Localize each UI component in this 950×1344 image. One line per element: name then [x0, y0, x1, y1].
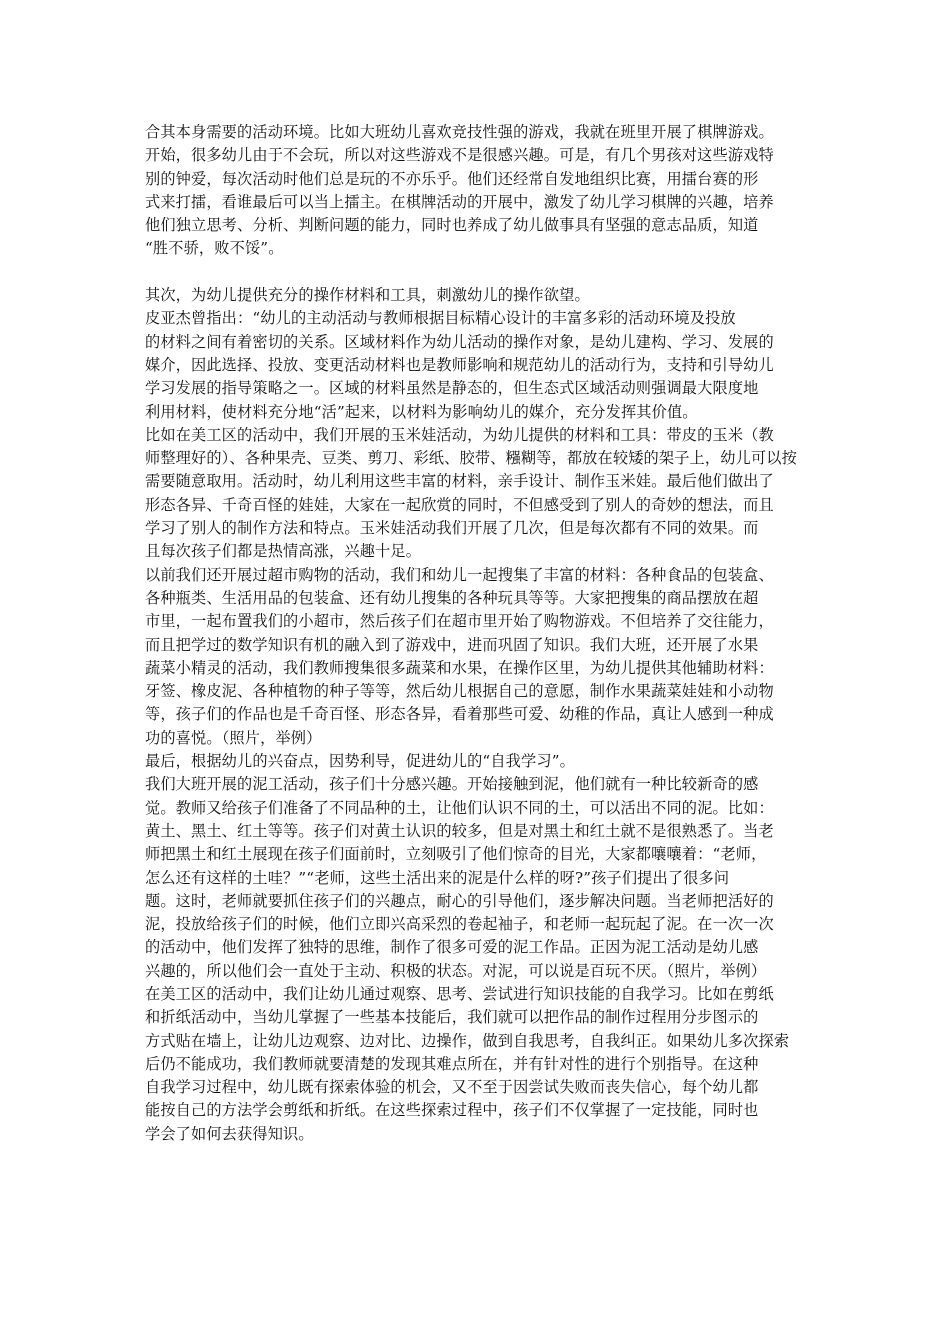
- text-line: 觉。教师又给孩子们准备了不同品种的土，让他们认识不同的土，可以活出不同的泥。比如：: [145, 798, 774, 817]
- text-line: 形态各异、千奇百怪的娃娃，大家在一起欣赏的同时，不但感受到了别人的奇妙的想法，而且: [145, 495, 774, 514]
- text-line: 自我学习过程中，幼儿既有探索体验的机会，又不至于因尝试失败而丧失信心，每个幼儿都: [145, 1078, 759, 1097]
- text-line: 合其本身需要的活动环境。比如大班幼儿喜欢竞技性强的游戏，我就在班里开展了棋牌游戏。: [145, 123, 774, 141]
- text-line: 和折纸活动中，当幼儿掌握了一些基本技能后，我们就可以把作品的制作过程用分步图示的: [145, 1008, 759, 1027]
- text-line: 师整理好的）、各种果壳、豆类、剪刀、彩纸、胶带、糨糊等，都放在较矮的架子上，幼儿可以按: [145, 449, 797, 468]
- text-line: 各种瓶类、生活用品的包装盒、还有幼儿搜集的各种玩具等等。大家把搜集的商品摆放在超: [145, 588, 759, 607]
- text-line: 且每次孩子们都是热情高涨，兴趣十足。: [145, 542, 422, 561]
- text-line: 式来打擂，看谁最后可以当上擂主。在棋牌活动的开展中，激发了幼儿学习棋牌的兴趣，培养: [145, 192, 774, 211]
- text-line: 而且把学过的数学知识有机的融入到了游戏中，进而巩固了知识。我们大班，还开展了水果: [145, 635, 759, 654]
- text-line: 兴趣的，所以他们会一直处于主动、积极的状态。对泥，可以说是百玩不厌。（照片，举例）: [145, 961, 767, 980]
- text-line: 开始，很多幼儿由于不会玩，所以对这些游戏不是很感兴趣。可是，有几个男孩对这些游戏特: [145, 146, 774, 165]
- text-line: 泥，投放给孩子们的时候，他们立即兴高采烈的卷起袖子，和老师一起玩起了泥。在一次一次: [145, 915, 774, 934]
- text-line: 蔬菜小精灵的活动，我们教师搜集很多蔬菜和水果，在操作区里，为幼儿提供其他辅助材料：: [145, 658, 774, 677]
- text-line: 的活动中，他们发挥了独特的思维，制作了很多可爱的泥工作品。正因为泥工活动是幼儿感: [145, 938, 759, 957]
- text-line: 别的钟爱，每次活动时他们总是玩的不亦乐乎。他们还经常自发地组织比赛，用擂台赛的形: [145, 169, 759, 188]
- text-line: 媒介，因此选择、投放、变更活动材料也是教师影响和规范幼儿的活动行为，支持和引导幼儿: [145, 355, 774, 374]
- text-line: 市里，一起布置我们的小超市，然后孩子们在超市里开始了购物游戏。不但培养了交往能力，: [145, 612, 774, 631]
- text-line: 等，孩子们的作品也是千奇百怪、形态各异，看着那些可爱、幼稚的作品，真让人感到一种成: [145, 705, 774, 724]
- text-line: “胜不骄，败不馁”。: [145, 239, 284, 258]
- section-heading: 其次，为幼儿提供充分的操作材料和工具，刺激幼儿的操作欲望。: [145, 286, 590, 305]
- text-line: 怎么还有这样的土哇？”“老师，这些土活出来的泥是什么样的呀?”孩子们提出了很多问: [145, 868, 730, 887]
- text-line: 利用材料，使材料充分地“活”起来，以材料为影响幼儿的媒介，充分发挥其价值。: [145, 402, 698, 421]
- text-line: 在美工区的活动中，我们让幼儿通过观察、思考、尝试进行知识技能的自我学习。比如在剪纸: [145, 984, 774, 1003]
- text-line: 题。这时，老师就要抓住孩子们的兴趣点，耐心的引导他们，逐步解决问题。当老师把活好的: [145, 891, 774, 910]
- document-page: [145, 121, 810, 1146]
- text-line: 需要随意取用。活动时，幼儿利用这些丰富的材料，亲手设计、制作玉米娃。最后他们做出了: [145, 472, 774, 491]
- text-line: 功的喜悦。（照片，举例）: [145, 728, 322, 747]
- text-line: 以前我们还开展过超市购物的活动，我们和幼儿一起搜集了丰富的材料：各种食品的包装盒、: [145, 565, 774, 584]
- text-line: 皮亚杰曾指出：“幼儿的主动活动与教师根据目标精心设计的丰富多彩的活动环境及投放: [145, 309, 736, 328]
- text-line: 他们独立思考、分析、判断问题的能力，同时也养成了幼儿做事具有坚强的意志品质，知道: [145, 216, 759, 235]
- section-heading: 最后，根据幼儿的兴奋点，因势利导，促进幼儿的“自我学习”。: [145, 752, 575, 771]
- text-line: 黄土、黑土、红土等等。孩子们对黄土认识的较多，但是对黑土和红土就不是很熟悉了。当老: [145, 821, 774, 840]
- text-line: 学习发展的指导策略之一。区域的材料虽然是静态的，但生态式区域活动则强调最大限度地: [145, 379, 759, 398]
- text-line: 学习了别人的制作方法和特点。玉米娃活动我们开展了几次，但是每次都有不同的效果。而: [145, 519, 759, 538]
- blank-line: [145, 261, 810, 284]
- text-line: 比如在美工区的活动中，我们开展的玉米娃活动，为幼儿提供的材料和工具：带皮的玉米（教: [145, 425, 774, 444]
- text-line: 我们大班开展的泥工活动，孩子们十分感兴趣。开始接触到泥，他们就有一种比较新奇的感: [145, 775, 759, 794]
- text-line: 能按自己的方法学会剪纸和折纸。在这些探索过程中，孩子们不仅掌握了一定技能，同时也: [145, 1101, 759, 1120]
- text-line: 后仍不能成功，我们教师就要清楚的发现其难点所在，并有针对性的进行个别指导。在这种: [145, 1054, 759, 1073]
- text-line: 方式贴在墙上，让幼儿边观察、边对比、边操作，做到自我思考，自我纠正。如果幼儿多次探索: [145, 1031, 790, 1050]
- text-line: 牙签、橡皮泥、各种植物的种子等等，然后幼儿根据自己的意愿，制作水果蔬菜娃娃和小动物: [145, 682, 774, 701]
- text-line: 学会了如何去获得知识。: [145, 1124, 314, 1143]
- text-line: 的材料之间有着密切的关系。区域材料作为幼儿活动的操作对象，是幼儿建构、学习、发展的: [145, 332, 774, 351]
- text-line: 师把黑土和红土展现在孩子们面前时，立刻吸引了他们惊奇的目光，大家都嚷嚷着：“老师，: [145, 845, 767, 864]
